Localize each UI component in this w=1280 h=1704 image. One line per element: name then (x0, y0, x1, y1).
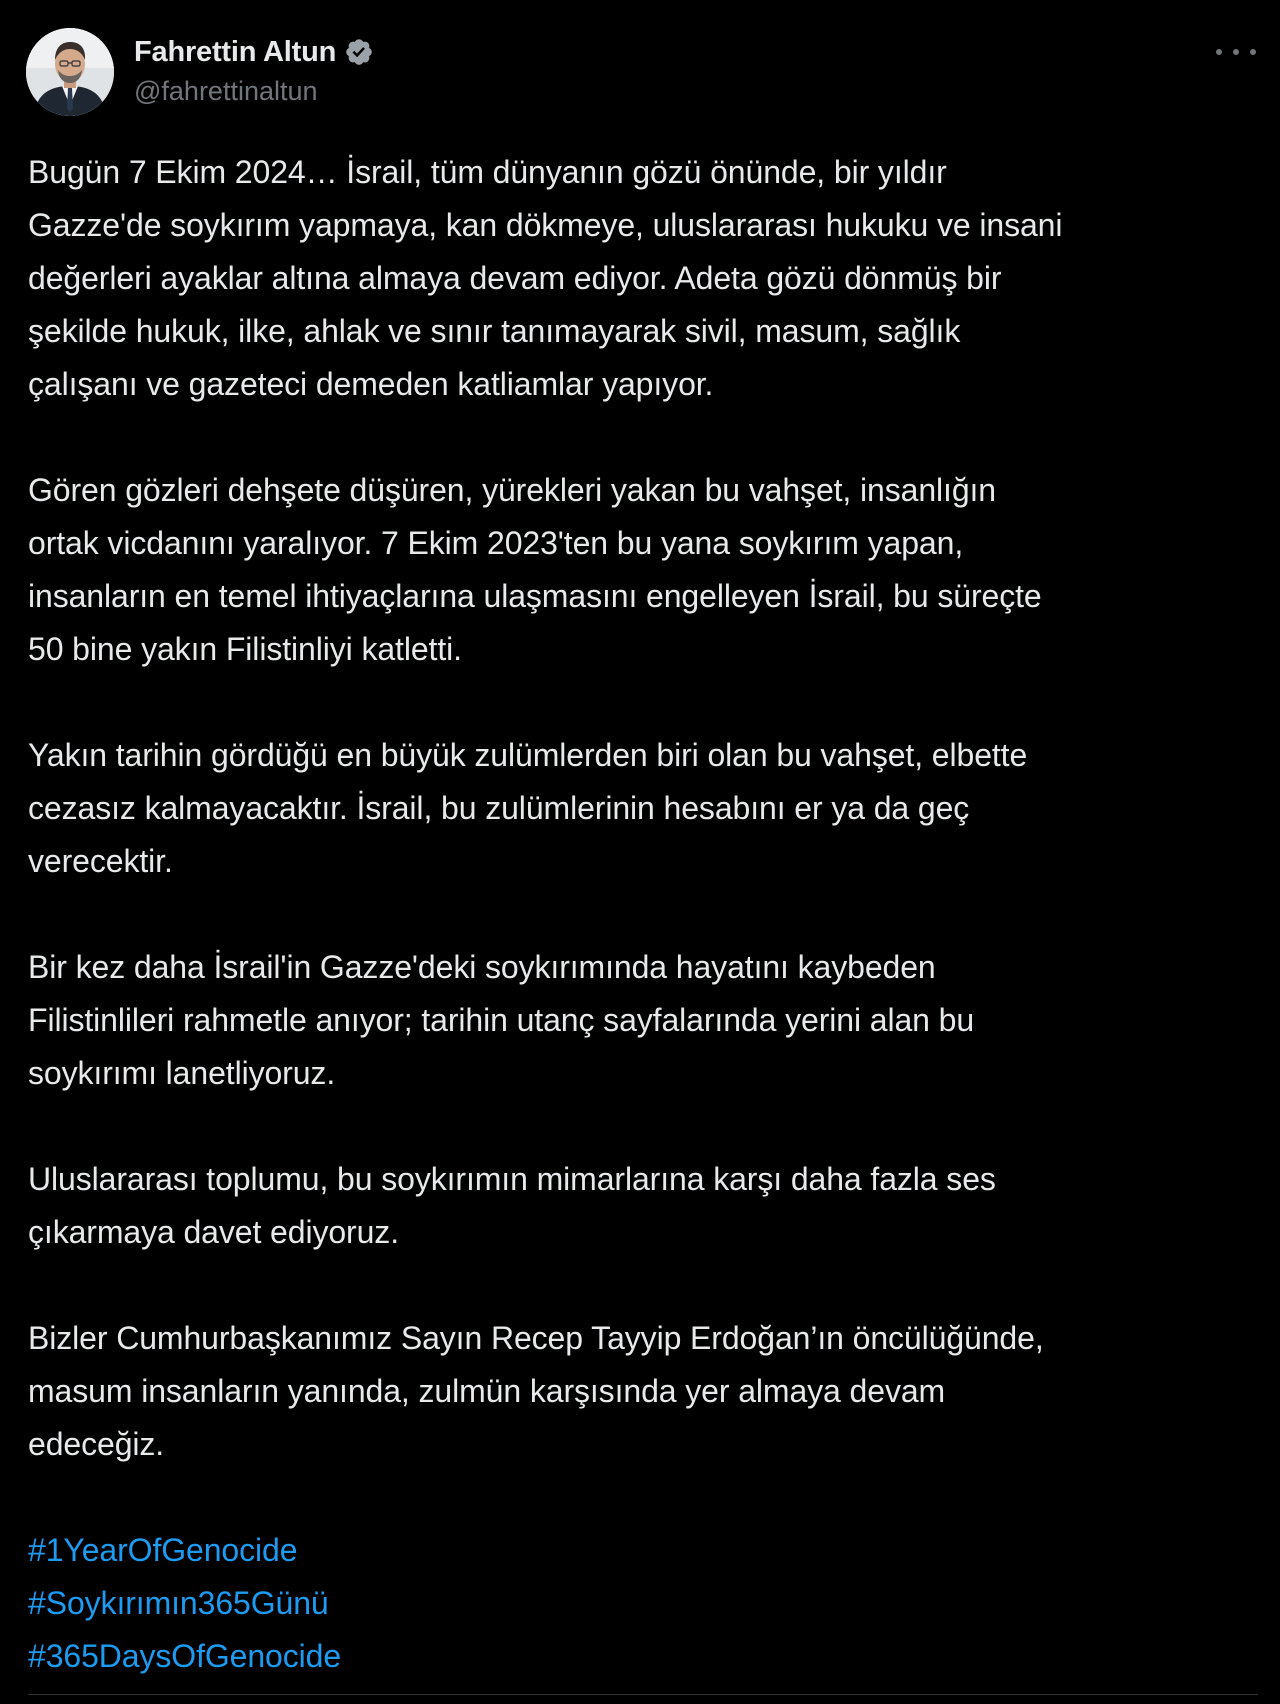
more-options-icon[interactable] (1216, 40, 1256, 64)
tweet-text (28, 146, 1258, 1683)
hashtag-list (28, 1524, 1258, 1683)
tweet-paragraph: Uluslararası toplumu, bu soykırımın mimarlarına karşı daha fazla ses çıkarmaya davet ediyoruz. (28, 1161, 996, 1250)
author-handle[interactable]: @fahrettinaltun (134, 76, 318, 106)
tweet-paragraph: Bir kez daha İsrail'in Gazze'deki soykırımında hayatını kaybeden Filistinlileri rahmetle anıyor; tarihin utanç sayfalarında yerini alan bu soykırımı lanetliyoruz. (28, 949, 975, 1091)
verified-badge-icon[interactable] (344, 37, 374, 67)
more-dot (1216, 49, 1222, 55)
author-identity (134, 32, 374, 107)
divider (28, 1694, 1258, 1695)
display-name-row (134, 32, 374, 72)
tweet-paragraph: Bizler Cumhurbaşkanımız Sayın Recep Tayyip Erdoğan’ın öncülüğünde, masum insanların yanında, zulmün karşısında yer almaya devam edeceğiz. (28, 1320, 1044, 1462)
tweet-paragraph: Yakın tarihin gördüğü en büyük zulümlerden biri olan bu vahşet, elbette cezasız kalmayacaktır. İsrail, bu zulümlerinin hesabını er ya da geç verecektir. (28, 737, 1028, 879)
tweet-paragraph: Gören gözleri dehşete düşüren, yürekleri yakan bu vahşet, insanlığın ortak vicdanını yaralıyor. 7 Ekim 2023'ten bu yana soykırım yapan, insanların en temel ihtiyaçlarına ulaşmasını engelleyen İsrail, bu süreçte 50 bine yakın Filistinliyi katletti. (28, 472, 1042, 667)
hashtag-link[interactable]: #365DaysOfGenocide (28, 1638, 342, 1674)
tweet-header (26, 28, 1256, 118)
hashtag-link[interactable]: #Soykırımın365Günü (28, 1585, 329, 1621)
avatar-image (26, 28, 114, 116)
avatar[interactable] (26, 28, 114, 116)
more-dot (1250, 49, 1256, 55)
more-dot (1233, 49, 1239, 55)
hashtag-link[interactable]: #1YearOfGenocide (28, 1532, 298, 1568)
author-display-name[interactable]: Fahrettin Altun (134, 35, 337, 68)
tweet-paragraph: Bugün 7 Ekim 2024… İsrail, tüm dünyanın gözü önünde, bir yıldır Gazze'de soykırım yapmaya, kan dökmeye, uluslararası hukuku ve insani değerleri ayaklar altına almaya devam ediyor. Adeta gözü dönmüş bir şekilde hukuk, ilke, ahlak ve sınır tanımayarak sivil, masum, sağlık çalışanı ve gazeteci demeden katliamlar yapıyor. (28, 154, 1063, 402)
